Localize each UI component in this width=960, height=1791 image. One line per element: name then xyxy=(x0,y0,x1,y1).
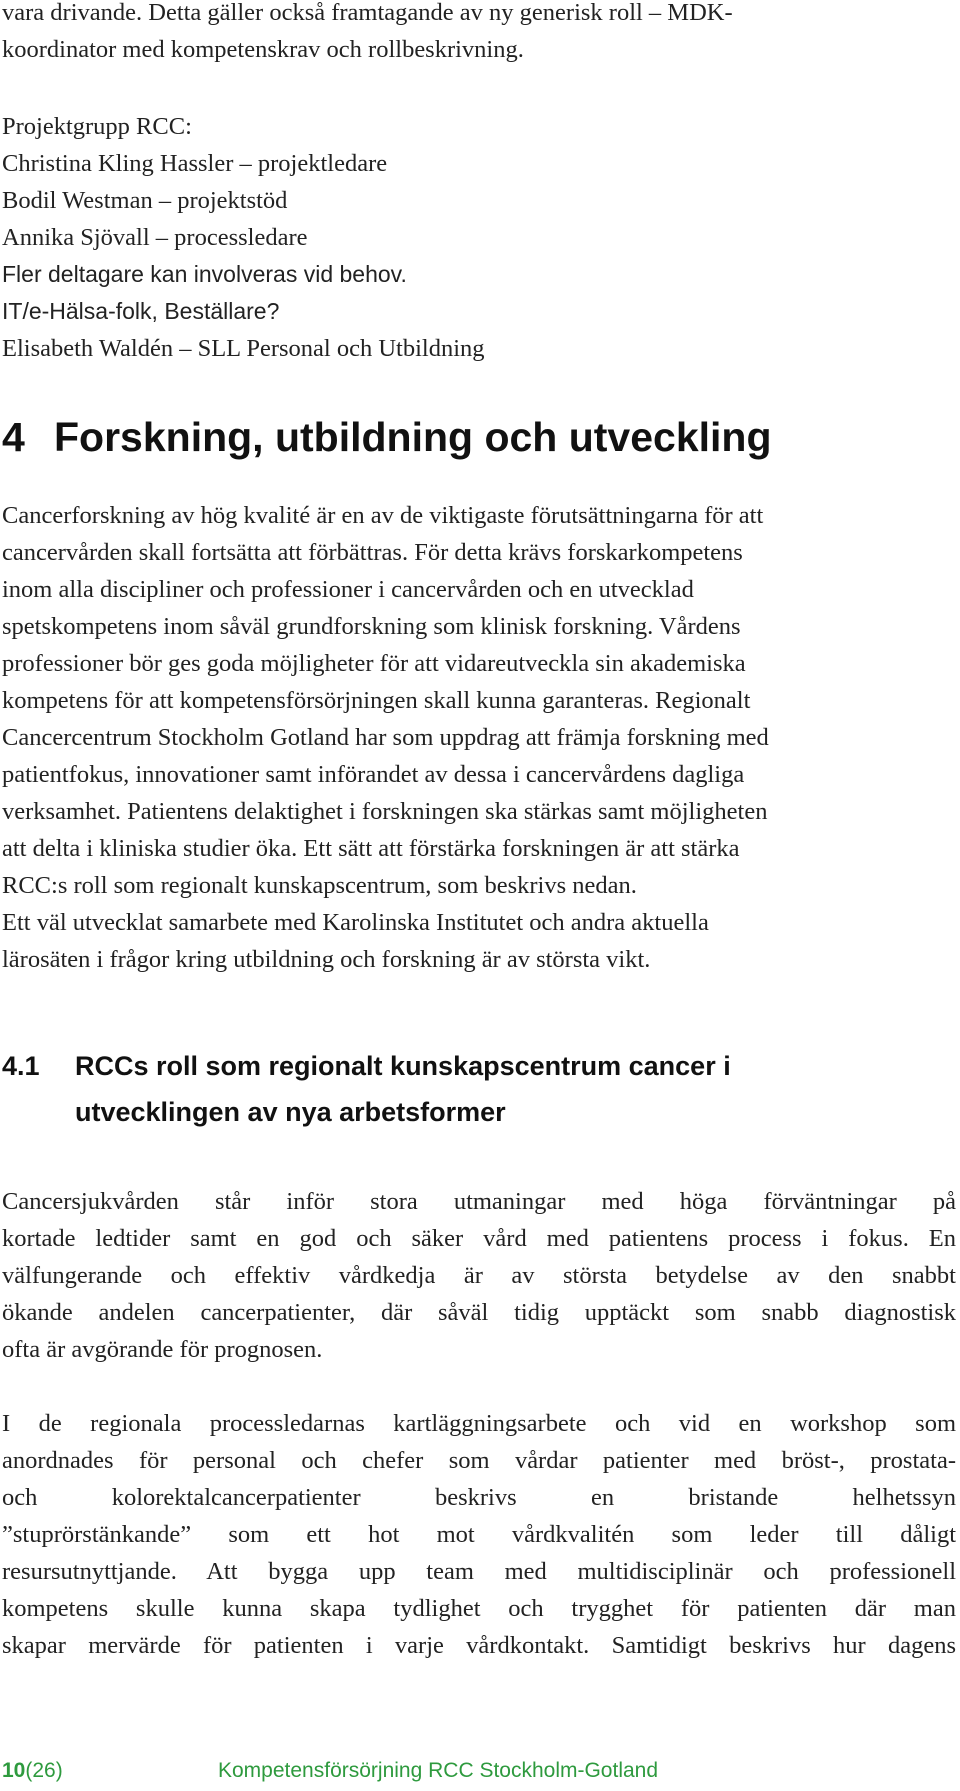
team-member: Elisabeth Waldén – SLL Personal och Utbildning xyxy=(2,335,485,362)
team-member: Bodil Westman – projektstöd xyxy=(2,187,288,214)
paragraph-line: lärosäten i frågor kring utbildning och forskning är av största vikt. xyxy=(2,946,651,973)
paragraph-line: välfungerande och effektiv vårdkedja är av största betydelse av den snabbt xyxy=(2,1262,956,1289)
paragraph-line: kortade ledtider samt en god och säker vård med patientens process i fokus. En xyxy=(2,1225,956,1252)
section-4-paragraph xyxy=(2,497,952,978)
section-title: Forskning, utbildning och utveckling xyxy=(54,414,772,460)
team-note: Fler deltagare kan involveras vid behov. xyxy=(2,261,407,287)
paragraph-line: resursutnyttjande. Att bygga upp team med multidisciplinär och professionell xyxy=(2,1558,956,1585)
paragraph-line: Cancerforskning av hög kvalité är en av de viktigaste förutsättningarna för att xyxy=(2,502,764,529)
paragraph-line: inom alla discipliner och professioner i cancervården och en utvecklad xyxy=(2,576,694,603)
intro-line: vara drivande. Detta gäller också framtagande av ny generisk roll – MDK- xyxy=(2,0,733,26)
paragraph-line: patientfokus, innovationer samt införandet av dessa i cancervårdens dagliga xyxy=(2,761,745,788)
paragraph-line: kompetens skulle kunna skapa tydlighet och trygghet för patienten där man xyxy=(2,1595,956,1622)
paragraph-line: verksamhet. Patientens delaktighet i forskningen ska stärkas samt möjligheten xyxy=(2,798,768,825)
paragraph-line: I de regionala processledarnas kartläggningsarbete och vid en workshop som xyxy=(2,1410,956,1437)
paragraph-line: professioner bör ges goda möjligheter för att vidareutveckla sin akademiska xyxy=(2,650,746,677)
section-4-1-paragraph-1 xyxy=(2,1183,956,1368)
paragraph-line: cancervården skall fortsätta att förbättras. För detta krävs forskarkompetens xyxy=(2,539,743,566)
team-member: Christina Kling Hassler – projektledare xyxy=(2,150,388,177)
intro-paragraph xyxy=(2,0,952,68)
paragraph-line: spetskompetens inom såväl grundforskning som klinisk forskning. Vårdens xyxy=(2,613,741,640)
team-heading: Projektgrupp RCC: xyxy=(2,113,192,140)
section-title-line: utvecklingen av nya arbetsformer xyxy=(75,1097,506,1127)
project-team-list xyxy=(2,108,952,367)
paragraph-line: att delta i kliniska studier öka. Ett sätt att förstärka forskningen är att stärka xyxy=(2,835,740,862)
paragraph-line: ökande andelen cancerpatienter, där såväl tidig upptäckt som snabb diagnostisk xyxy=(2,1299,956,1326)
paragraph-line: kompetens för att kompetensförsörjningen skall kunna garanteras. Regionalt xyxy=(2,687,751,714)
paragraph-line: ”stuprörstänkande” som ett hot mot vårdkvalitén som leder till dåligt xyxy=(2,1521,956,1548)
intro-line: koordinator med kompetenskrav och rollbeskrivning. xyxy=(2,36,524,63)
paragraph-line: RCC:s roll som regionalt kunskapscentrum, som beskrivs nedan. xyxy=(2,872,637,899)
paragraph-line: ofta är avgörande för prognosen. xyxy=(2,1336,323,1363)
team-member: Annika Sjövall – processledare xyxy=(2,224,308,251)
paragraph-line: Cancercentrum Stockholm Gotland har som uppdrag att främja forskning med xyxy=(2,724,769,751)
paragraph-line: och kolorektalcancerpatienter beskrivs en bristande helhetssyn xyxy=(2,1484,956,1511)
section-title-line: RCCs roll som regionalt kunskapscentrum cancer i xyxy=(75,1051,731,1081)
section-heading-4 xyxy=(2,412,952,462)
page-footer xyxy=(2,1757,952,1785)
team-note: IT/e-Hälsa-folk, Beställare? xyxy=(2,298,280,324)
paragraph-line: anordnades för personal och chefer som vårdar patienter med bröst-, prostata- xyxy=(2,1447,956,1474)
paragraph-line: Ett väl utvecklat samarbete med Karolinska Institutet och andra aktuella xyxy=(2,909,709,936)
section-title xyxy=(75,1043,925,1135)
paragraph-line: Cancersjukvården står inför stora utmaningar med höga förväntningar på xyxy=(2,1188,956,1215)
page-number: 10 xyxy=(2,1759,26,1782)
section-number: 4 xyxy=(2,414,25,460)
document-title: Kompetensförsörjning RCC Stockholm-Gotland xyxy=(218,1759,659,1782)
section-4-1-paragraph-2 xyxy=(2,1405,956,1664)
section-number: 4.1 xyxy=(2,1051,40,1081)
page-total: (26) xyxy=(25,1759,63,1782)
paragraph-line: skapar mervärde för patienten i varje vårdkontakt. Samtidigt beskrivs hur dagens xyxy=(2,1632,956,1659)
